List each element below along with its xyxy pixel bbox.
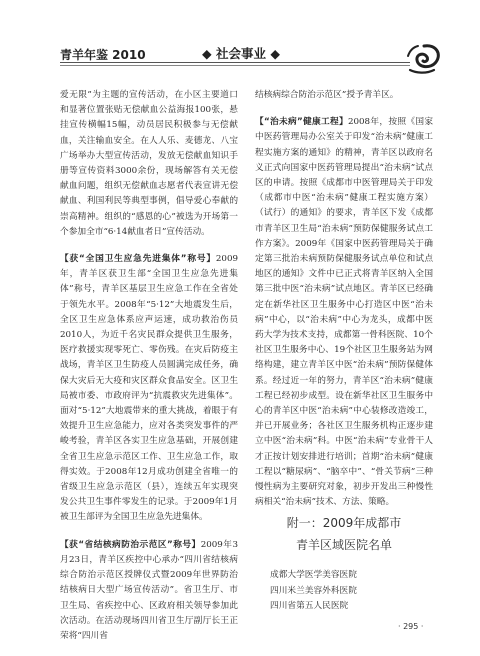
- swirl-logo-icon: [404, 42, 444, 76]
- appendix-title-line-2: 青羊区域医院名单: [295, 538, 392, 552]
- right-paragraph-1: 结核病综合防治示范区”授予青羊区。: [255, 90, 399, 100]
- right-paragraph-2: [255, 115, 433, 510]
- appendix-title-line-1: 附一：2009年成都市: [286, 516, 402, 530]
- left-body-3: 2009年3月23日，青羊区疾控中心承办“四川省结核病综合防治示范区授牌仪式暨2009年世界防治结核病日大型广场宣传活动”。省卫生厅、市卫生局、省疾控中心、区政府相关领导参加此次活动。在活动现场四川省卫生厅副厅长王正荣将“四川省: [60, 539, 239, 641]
- hospital-item: 四川米兰美容外科医院: [270, 585, 357, 596]
- left-column: [60, 88, 238, 644]
- header-rule: [60, 62, 410, 63]
- left-heading-3: 【获“省结核病防治示范区”称号】: [60, 539, 201, 550]
- hospital-item: 成都大学医学美容医院: [270, 570, 357, 580]
- right-body-2: 2008年，按照《国家中医药管理局办公室关于印发“治未病”健康工程实施方案的通知》的精神，青羊区以政府名义正式向国家中医药管理局提出“治未病”试点区的申请。按照《成都市中医管理局关于印发（成都市中医“治未病”健康工程实施方案）（试行）的通知》的要求，青羊区下发《成都市青羊区卫生局“治未病”预防保健服务试点工作方案》。2009年《国家中医药管理局关于确定第三批治未病预防保健服务试点单位和试点地区的通知》文件中已正式将青羊区纳入全国第三批中医“治未病”试点地区。青羊区已经确定在新华社区卫生服务中心打造区中医“治未病”中心，以“治未病”中心为龙头，成都中医药大学为技术支持，成都第一骨科医院、10个社区卫生服务中心、19个社区卫生服务站为网络构建，建立青羊区中医“治未病”预防保健体系。经过近一年的努力，青羊区“治未病”健康工程已经初步成型。设在新华社区卫生服务中心的青羊区中医“治未病”中心装修改造竣工，并已开展业务；各社区卫生服务机构正逐步建立中医“治未病”科。中医“治未病”专业骨干人才正按计划安排进行培训；首期“治未病”健康工程以“糖尿病”、“脑卒中”、“骨关节病”三种慢性病为主要研究对象，初步开发出三种慢性病相关“治未病”技术、方法、策略。: [255, 117, 434, 508]
- section-title: ◆ 社会事业 ◆: [202, 46, 280, 61]
- appendix-title: [255, 512, 433, 556]
- left-heading-2: 【获“全国卫生应急先进集体”称号】: [60, 254, 216, 265]
- header-rule-thin: [60, 65, 410, 66]
- left-paragraph-2: [60, 252, 238, 526]
- right-column: [255, 88, 433, 510]
- left-body-2: 2009年，青羊区获卫生部“全国卫生应急先进集体”称号，青羊区基层卫生应急工作在全省处于领先水平。2008年“5·12”大地震发生后，全区卫生应急体系应声运速，成功救治伤员2010人，为近千名灾民群众提供卫生服务，医疗救援实现零死亡、零伤残。在灾后防疫主战场，青羊区卫生防疫人员圆满完成任务，确保大灾后无大疫和灾区群众食品安全。区卫生局被市委、市政府评为“抗震救灾先进集体”。面对“5·12”大地震带来的重大挑战，着眼于有效提升卫生应急能力，应对各类突发事件的严峻考验，青羊区各实卫生应急基础，开展创建全省卫生应急示范区工作、卫生应急工作，取得实效。于2008年12月成功创建全省唯一的省级卫生应急示范区（县），连续五年实现突发公共卫生事件零发生的记录。于2009年1月被卫生部评为全国卫生应急先进集体。: [60, 254, 238, 523]
- page-number: · 295 ·: [398, 622, 424, 631]
- hospital-item: 四川省第五人民医院: [270, 601, 349, 611]
- hospital-list: [270, 568, 357, 615]
- right-heading-2: 【“治未病”健康工程】: [255, 117, 348, 128]
- yearbook-title: 青羊年鉴 2010: [60, 48, 146, 62]
- left-paragraph-3: [60, 538, 238, 644]
- left-paragraph-1: 爱无限”为主题的宣传活动，在小区主要道口和显著位置张贴无偿献血公益海报100张，悬挂宣传横幅15幅，动员居民积极参与无偿献血，关注输血安全。在人人乐、麦德龙、八宝广场举办大型宣传活动，发放无偿献血知识手册等宣传资料3000余份，现场解答有关无偿献血问题，组织无偿献血志愿者代表宣讲无偿献血、利国利民等典型事例，倡导爱心奉献的崇高精神。组织的“感恩的心”被选为开场第一个参加全市“6·14献血者日”宣传活动。: [60, 90, 238, 237]
